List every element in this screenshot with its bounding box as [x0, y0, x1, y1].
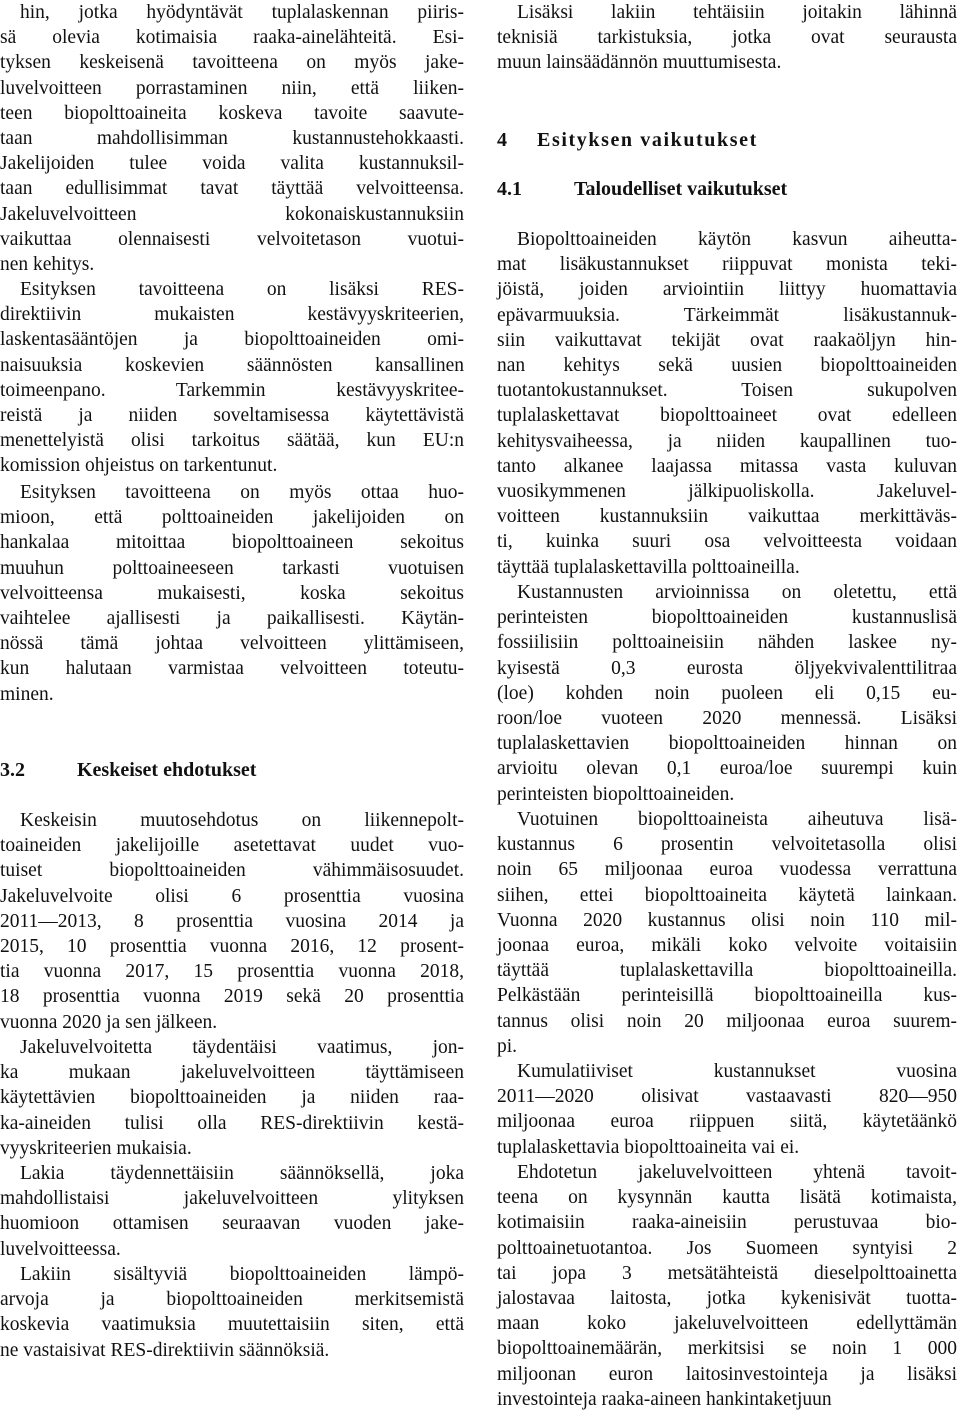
text-line: toimeenpano. Tarkemmin kestävyyskritee- — [0, 379, 464, 401]
text-line: hin, jotka hyödyntävät tuplalaskennan piiris- — [20, 2, 464, 23]
text-line: biopolttoainemäärän, merkitsisi se noin 1 000 — [497, 1338, 957, 1360]
text-line: (loe) kohden noin puoleen eli 0,15 eu- — [497, 682, 957, 704]
text-line: Jakeluvelvoitteen kokonaiskustannuksiin — [0, 203, 464, 225]
text-line: ka-aineiden tulisi olla RES-direktiivin kestä- — [0, 1112, 464, 1134]
text-line: koskevia vaatimuksia muutettaisiin siten, että — [0, 1314, 464, 1336]
text-line: tai jopa 3 metsätähteistä dieselpolttoainetta — [497, 1262, 957, 1284]
text-line: teknisiä tarkistuksia, jotka ovat seurausta — [497, 27, 957, 49]
text-line: pi. — [497, 1035, 518, 1057]
text-line: käytettävien biopolttoaineiden ja niiden raa- — [0, 1087, 464, 1109]
text-line: tyksen keskeisenä tavoitteena on myös jake- — [0, 52, 464, 74]
text-line: perinteisten biopolttoaineiden. — [497, 783, 735, 805]
text-line: täyttää tuplalaskettavilla biopolttoaineilla. — [497, 960, 957, 982]
paragraph — [0, 1035, 464, 1161]
paragraph — [497, 1059, 957, 1160]
text-line: jöistä, joiden arviointiin liittyy huomattavia — [497, 279, 957, 301]
text-line: vuonna 2020 ja sen jälkeen. — [0, 1011, 218, 1033]
text-line: tuotantokustannukset. Toisen sukupolven — [497, 380, 957, 402]
text-line: fossiilisiin polttoaineisiin nähden laskee ny- — [497, 632, 957, 654]
text-line: jalostavaa laitosta, jotka kykenisivät tuotta- — [497, 1288, 957, 1310]
text-line: laskentasääntöjen ja biopolttoaineiden omi- — [0, 329, 464, 351]
text-line: velvoitteensa mukaisesti, koska sekoitus — [0, 582, 464, 604]
text-line: teena on kysynnän kautta lisätä kotimaista, — [497, 1187, 957, 1209]
heading-number: 4 — [497, 129, 509, 151]
text-line: taan mahdollisimman kustannustehokkaasti. — [0, 128, 464, 150]
text-line: vaihtelee ajallisesti ja paikallisesti. Käytän- — [0, 608, 464, 630]
text-line: toaineiden jakelijoille asetettavat uudet vuo- — [0, 835, 464, 857]
heading-title: Taloudelliset vaikutukset — [574, 178, 788, 200]
text-line: tuplalaskettavat biopolttoaineet ovat edelleen — [497, 405, 957, 427]
text-line: Vuonna 2020 kustannus olisi noin 110 mil- — [497, 909, 957, 931]
text-line: maan koko jakeluvelvoitteen edellyttämän — [497, 1313, 957, 1335]
text-line: 2011—2020 olisivat vastaavasti 820—950 — [497, 1086, 957, 1108]
text-line: Jakeluvelvoitetta täydentäisi vaatimus, jon- — [20, 1037, 464, 1058]
paragraph — [0, 480, 464, 707]
paragraph — [497, 580, 957, 807]
text-line: Lakiin sisältyviä biopolttoaineiden lämpö- — [20, 1264, 464, 1285]
paragraph — [497, 227, 957, 580]
text-line: luvelvoitteessa. — [0, 1238, 121, 1260]
text-line: vyyskriteerien mukaisia. — [0, 1137, 192, 1159]
text-line: tannus olisi noin 20 miljoonaa euroa suurem- — [497, 1010, 957, 1032]
text-line: epävarmuuksia. Tärkeimmät lisäkustannuk- — [497, 304, 957, 326]
text-line: polttoainetuotantoa. Jos Suomeen syntyisi 2 — [497, 1237, 957, 1259]
text-line: investointeja raaka-aineen hankintaketjuun — [497, 1388, 832, 1410]
heading-title: Keskeiset ehdotukset — [77, 759, 257, 781]
text-line: 2015, 10 prosenttia vuonna 2016, 12 prosent- — [0, 936, 464, 958]
text-line: ne vastaisivat RES-direktiivin säännöksiä. — [0, 1339, 330, 1361]
paragraph — [0, 1262, 464, 1363]
paragraph — [0, 808, 464, 1035]
paragraph — [497, 1160, 957, 1412]
text-line: reistä ja niiden soveltamisessa käytettävistä — [0, 405, 464, 427]
text-line: nen kehitys. — [0, 254, 95, 276]
text-line: Vuotuinen biopolttoaineista aiheutuva lisä- — [517, 809, 957, 830]
text-line: kustannus 6 prosentin velvoitetasolla olisi — [497, 834, 957, 856]
text-line: täyttää tuplalaskettavilla polttoaineilla. — [497, 556, 800, 578]
text-line: Jakelijoiden tulee voida valita kustannuksil- — [0, 153, 464, 175]
text-line: tia vuonna 2017, 15 prosenttia vuonna 2018, — [0, 961, 464, 983]
text-line: komission ohjeistus on tarkentunut. — [0, 455, 278, 477]
text-line: minen. — [0, 683, 54, 705]
heading-number: 4.1 — [497, 178, 522, 200]
text-line: roon/loe vuoteen 2020 mennessä. Lisäksi — [497, 708, 957, 730]
paragraph — [0, 277, 464, 479]
text-line: Kustannusten arvioinnissa on oletettu, että — [517, 582, 957, 603]
text-line: noin 65 miljoonaa euroa vuodessa verrattuna — [497, 859, 957, 881]
paragraph — [497, 0, 957, 76]
text-line: muuhun polttoaineeseen tarkasti vuotuisen — [0, 557, 464, 579]
text-line: kehitysvaiheessa, ja niiden kaupallinen tuo- — [497, 430, 957, 452]
text-line: mat lisäkustannukset riippuvat monista teki- — [497, 254, 957, 276]
text-line: vuosikymmenen jälkipuoliskolla. Jakeluvel- — [497, 481, 957, 503]
text-line: voitteen kustannuksiin vaikuttaa merkittäväs- — [497, 506, 957, 528]
text-line: muun lainsäädännön muuttumisesta. — [497, 52, 782, 74]
text-line: perinteisten biopolttoaineiden kustannuslisä — [497, 607, 957, 629]
text-line: direktiivin mukaisten kestävyyskriteerien, — [0, 304, 464, 326]
text-line: siin vaikuttavat tekijät ovat raakaöljyn hin- — [497, 329, 957, 351]
text-line: nan kehitys sekä uusien biopolttoaineiden — [497, 355, 957, 377]
text-line: 18 prosenttia vuonna 2019 sekä 20 prosenttia — [0, 986, 464, 1008]
heading-number: 3.2 — [0, 759, 25, 781]
text-line: taan edullisimmat tavat täyttää velvoitteensa. — [0, 178, 464, 200]
text-line: menettelyistä olisi tarkoitus säätää, kun EU:n — [0, 430, 464, 452]
text-line: luvelvoitteen porrastaminen niin, että liiken- — [0, 77, 464, 99]
text-line: hankalaa mitoittaa biopolttoaineen sekoitus — [0, 532, 464, 554]
text-line: Pelkästään perinteisillä biopolttoaineilla kus- — [497, 985, 957, 1007]
text-line: naisuuksia koskevien säännösten kansallinen — [0, 354, 464, 376]
text-line: nössä tämä johtaa velvoitteen ylittämiseen, — [0, 633, 464, 655]
text-line: Lisäksi lakiin tehtäisiin joitakin lähinnä — [517, 2, 957, 23]
paragraph — [0, 1161, 464, 1262]
text-line: Ehdotetun jakeluvelvoitteen yhtenä tavoit- — [517, 1162, 957, 1183]
text-line: Keskeisin muutosehdotus on liikennepolt- — [20, 810, 464, 831]
text-line: miljoonaa euroa riippuen siitä, käytetäänkö — [497, 1111, 957, 1133]
text-line: Biopolttoaineiden käytön kasvun aiheutta- — [517, 229, 957, 250]
text-line: kotimaisiin raaka-aineisiin perustuvaa bio- — [497, 1212, 957, 1234]
text-line: tuiset biopolttoaineiden vähimmäisosuudet. — [0, 860, 464, 882]
text-line: tanto alkanee laajassa mitassa vasta kuluvan — [497, 455, 957, 477]
heading-title: Esityksen vaikutukset — [537, 129, 758, 151]
paragraph — [497, 807, 957, 1059]
text-line: mahdollistaisi jakeluvelvoitteen ylityksen — [0, 1188, 464, 1210]
text-line: ka mukaan jakeluvelvoitteen täyttämiseen — [0, 1062, 464, 1084]
text-line: miljoonan euron laitosinvestointeja ja lisäksi — [497, 1363, 957, 1385]
text-line: Esityksen tavoitteena on myös ottaa huo- — [20, 482, 464, 503]
text-line: siihen, ettei biopolttoaineita käytetä lainkaan. — [497, 884, 957, 906]
text-line: Esityksen tavoitteena on lisäksi RES- — [20, 279, 464, 300]
text-line: arvoja ja biopolttoaineiden merkitsemistä — [0, 1289, 464, 1311]
text-line: joonaa euroa, mikäli koko velvoite voitaisiin — [497, 935, 957, 957]
text-line: tuplalaskettavia biopolttoaineita vai ei. — [497, 1136, 800, 1158]
text-line: kyisestä 0,3 eurosta öljyekvivalenttilitraa — [497, 657, 957, 679]
text-line: arvioitu olevan 0,1 euroa/loe suurempi kuin — [497, 758, 957, 780]
text-line: Jakeluvelvoite olisi 6 prosenttia vuosina — [0, 885, 464, 907]
section-heading-4 — [497, 127, 758, 153]
text-line: 2011—2013, 8 prosenttia vuosina 2014 ja — [0, 910, 464, 932]
text-line: Kumulatiiviset kustannukset vuosina — [517, 1061, 957, 1082]
text-line: kun halutaan varmistaa velvoitteen toteutu- — [0, 658, 464, 680]
text-line: huomioon ottamisen seuraavan vuoden jake- — [0, 1213, 464, 1235]
text-line: ti, kuinka suuri osa velvoitteesta voidaan — [497, 531, 957, 553]
text-line: mioon, että polttoaineiden jakelijoiden on — [0, 507, 464, 529]
text-line: vaikuttaa olennaisesti velvoitetason vuotui- — [0, 228, 464, 250]
text-line: sä olevia kotimaisia raaka-ainelähteitä. Esi- — [0, 27, 464, 49]
section-heading-4-1 — [497, 176, 787, 202]
text-line: teen biopolttoaineita koskeva tavoite saavute- — [0, 102, 464, 124]
section-heading-3-2 — [0, 757, 256, 783]
text-line: Lakia täydennettäisiin säännöksellä, joka — [20, 1163, 464, 1184]
text-line: tuplalaskettavien biopolttoaineiden hinnan on — [497, 733, 957, 755]
paragraph — [0, 0, 464, 277]
